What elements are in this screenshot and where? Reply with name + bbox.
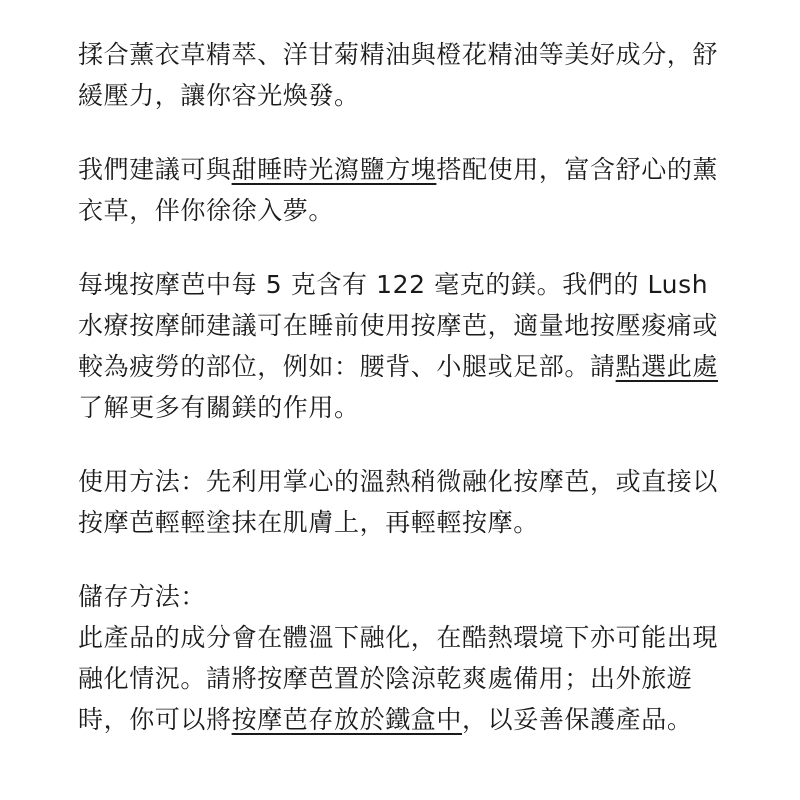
ingredients-paragraph: [78, 34, 728, 116]
pairing-text-after: 搭配使用，富含舒心的薰衣草，伴你徐徐入夢。: [78, 155, 719, 225]
tin-storage-link[interactable]: 按摩芭存放於鐵盒中: [231, 705, 463, 734]
pairing-text-before: 我們建議可與: [78, 155, 232, 184]
magnesium-text-before: 每塊按摩芭中每 5 克含有 122 毫克的鎂。我們的 Lush 水療按摩師建議可在睡前使用按摩芭，適量地按壓痠痛或較為疲勞的部位，例如：腰背、小腿或足部。請: [78, 270, 719, 381]
usage-text: 使用方法：先利用掌心的溫熱稍微融化按摩芭，或直接以按摩芭輕輕塗抹在肌膚上，再輕輕按摩。: [78, 467, 719, 537]
magnesium-info-link[interactable]: 點選此處: [615, 352, 719, 381]
ingredients-text: 揉合薰衣草精萃、洋甘菊精油與橙花精油等美好成分，舒緩壓力，讓你容光煥發。: [78, 40, 719, 110]
magnesium-text-after: 了解更多有關鎂的作用。: [78, 393, 360, 422]
storage-text-after: ，以妥善保護產品。: [462, 705, 693, 734]
storage-paragraph: [78, 576, 728, 740]
magnesium-paragraph: [78, 264, 728, 428]
storage-heading: 儲存方法：: [78, 582, 207, 611]
product-description: [78, 34, 728, 773]
bath-salt-cube-link[interactable]: 甜睡時光瀉鹽方塊: [231, 155, 437, 184]
storage-text-before: 此產品的成分會在體溫下融化，在酷熱環境下亦可能出現融化情況。請將按摩芭置於陰涼乾爽處備用；出外旅遊時，你可以將: [78, 623, 719, 734]
usage-paragraph: [78, 461, 728, 543]
pairing-paragraph: [78, 149, 728, 231]
